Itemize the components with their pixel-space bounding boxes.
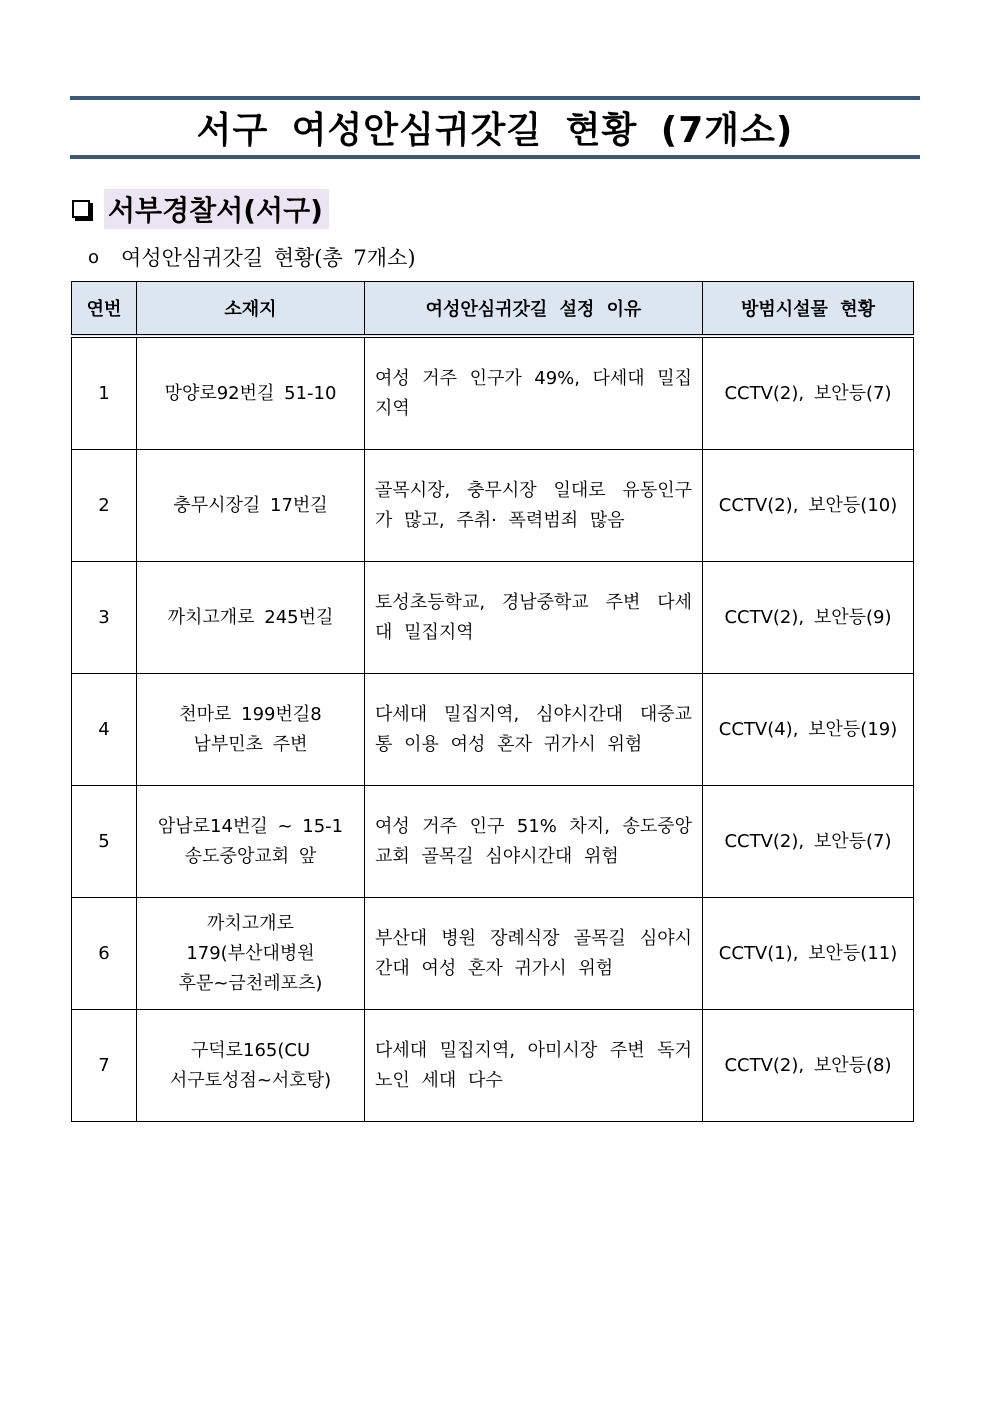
row-reason: 여성 거주 인구가 49%, 다세대 밀집지역 [365,336,703,450]
table-row [72,562,914,674]
location-line: 179(부산대병원 [186,942,315,964]
row-number: 6 [72,898,137,1010]
location-line: 송도중앙교회 앞 [184,845,317,867]
circle-bullet-icon: o [88,246,100,268]
row-reason: 토성초등학교, 경남중학교 주변 다세대 밀집지역 [365,562,703,674]
row-facilities: CCTV(2), 보안등(7) [703,786,914,898]
square-bullet-icon [72,200,90,218]
table-row [72,898,914,1010]
location-line: 까치고개로 245번길 [167,606,334,628]
location-line: 구덕로165(CU [190,1039,311,1061]
table-row [72,674,914,786]
row-number: 5 [72,786,137,898]
row-number: 4 [72,674,137,786]
section-label: 서부경찰서(서구) [104,189,329,229]
row-reason: 여성 거주 인구 51% 차지, 송도중앙교회 골목길 심야시간대 위험 [365,786,703,898]
row-reason: 다세대 밀집지역, 심야시간대 대중교통 이용 여성 혼자 귀가시 위험 [365,674,703,786]
row-location [137,1010,365,1122]
location-line: 천마로 199번길8 [179,703,322,725]
table-row [72,1010,914,1122]
location-line: 까치고개로 [207,912,294,934]
sub-heading-text: 여성안심귀갓길 현황(총 7개소) [121,246,416,270]
header-reason: 여성안심귀갓길 설정 이유 [365,282,703,337]
location-line: 후문~금천레포츠) [178,972,323,994]
row-facilities: CCTV(4), 보안등(19) [703,674,914,786]
row-reason: 골목시장, 충무시장 일대로 유동인구가 많고, 주취· 폭력범죄 많음 [365,450,703,562]
row-number: 2 [72,450,137,562]
header-facilities: 방범시설물 현황 [703,282,914,337]
location-line: 서구토성점~서호탕) [169,1069,332,1091]
sub-heading [88,240,416,274]
row-facilities: CCTV(2), 보안등(10) [703,450,914,562]
table-row [72,450,914,562]
header-no: 연번 [72,282,137,337]
row-number: 1 [72,336,137,450]
section-heading [72,190,329,228]
row-location [137,562,365,674]
table-header-row [72,282,914,337]
row-facilities: CCTV(2), 보안등(9) [703,562,914,674]
row-location [137,450,365,562]
row-number: 7 [72,1010,137,1122]
table-row [72,336,914,450]
title-bar [70,96,920,159]
route-table [71,281,914,1122]
row-facilities: CCTV(1), 보안등(11) [703,898,914,1010]
table-row [72,786,914,898]
row-location [137,898,365,1010]
row-reason: 다세대 밀집지역, 아미시장 주변 독거노인 세대 다수 [365,1010,703,1122]
row-number: 3 [72,562,137,674]
row-facilities: CCTV(2), 보안등(7) [703,336,914,450]
location-line: 망양로92번길 51-10 [164,382,337,404]
location-line: 남부민초 주변 [193,733,308,755]
row-location [137,674,365,786]
row-location [137,786,365,898]
header-location: 소재지 [137,282,365,337]
row-reason: 부산대 병원 장례식장 골목길 심야시간대 여성 혼자 귀가시 위험 [365,898,703,1010]
location-line: 암남로14번길 ~ 15-1 [157,815,344,837]
page-title: 서구 여성안심귀갓길 현황 (7개소) [196,110,794,151]
row-location [137,336,365,450]
location-line: 충무시장길 17번길 [173,494,328,516]
row-facilities: CCTV(2), 보안등(8) [703,1010,914,1122]
